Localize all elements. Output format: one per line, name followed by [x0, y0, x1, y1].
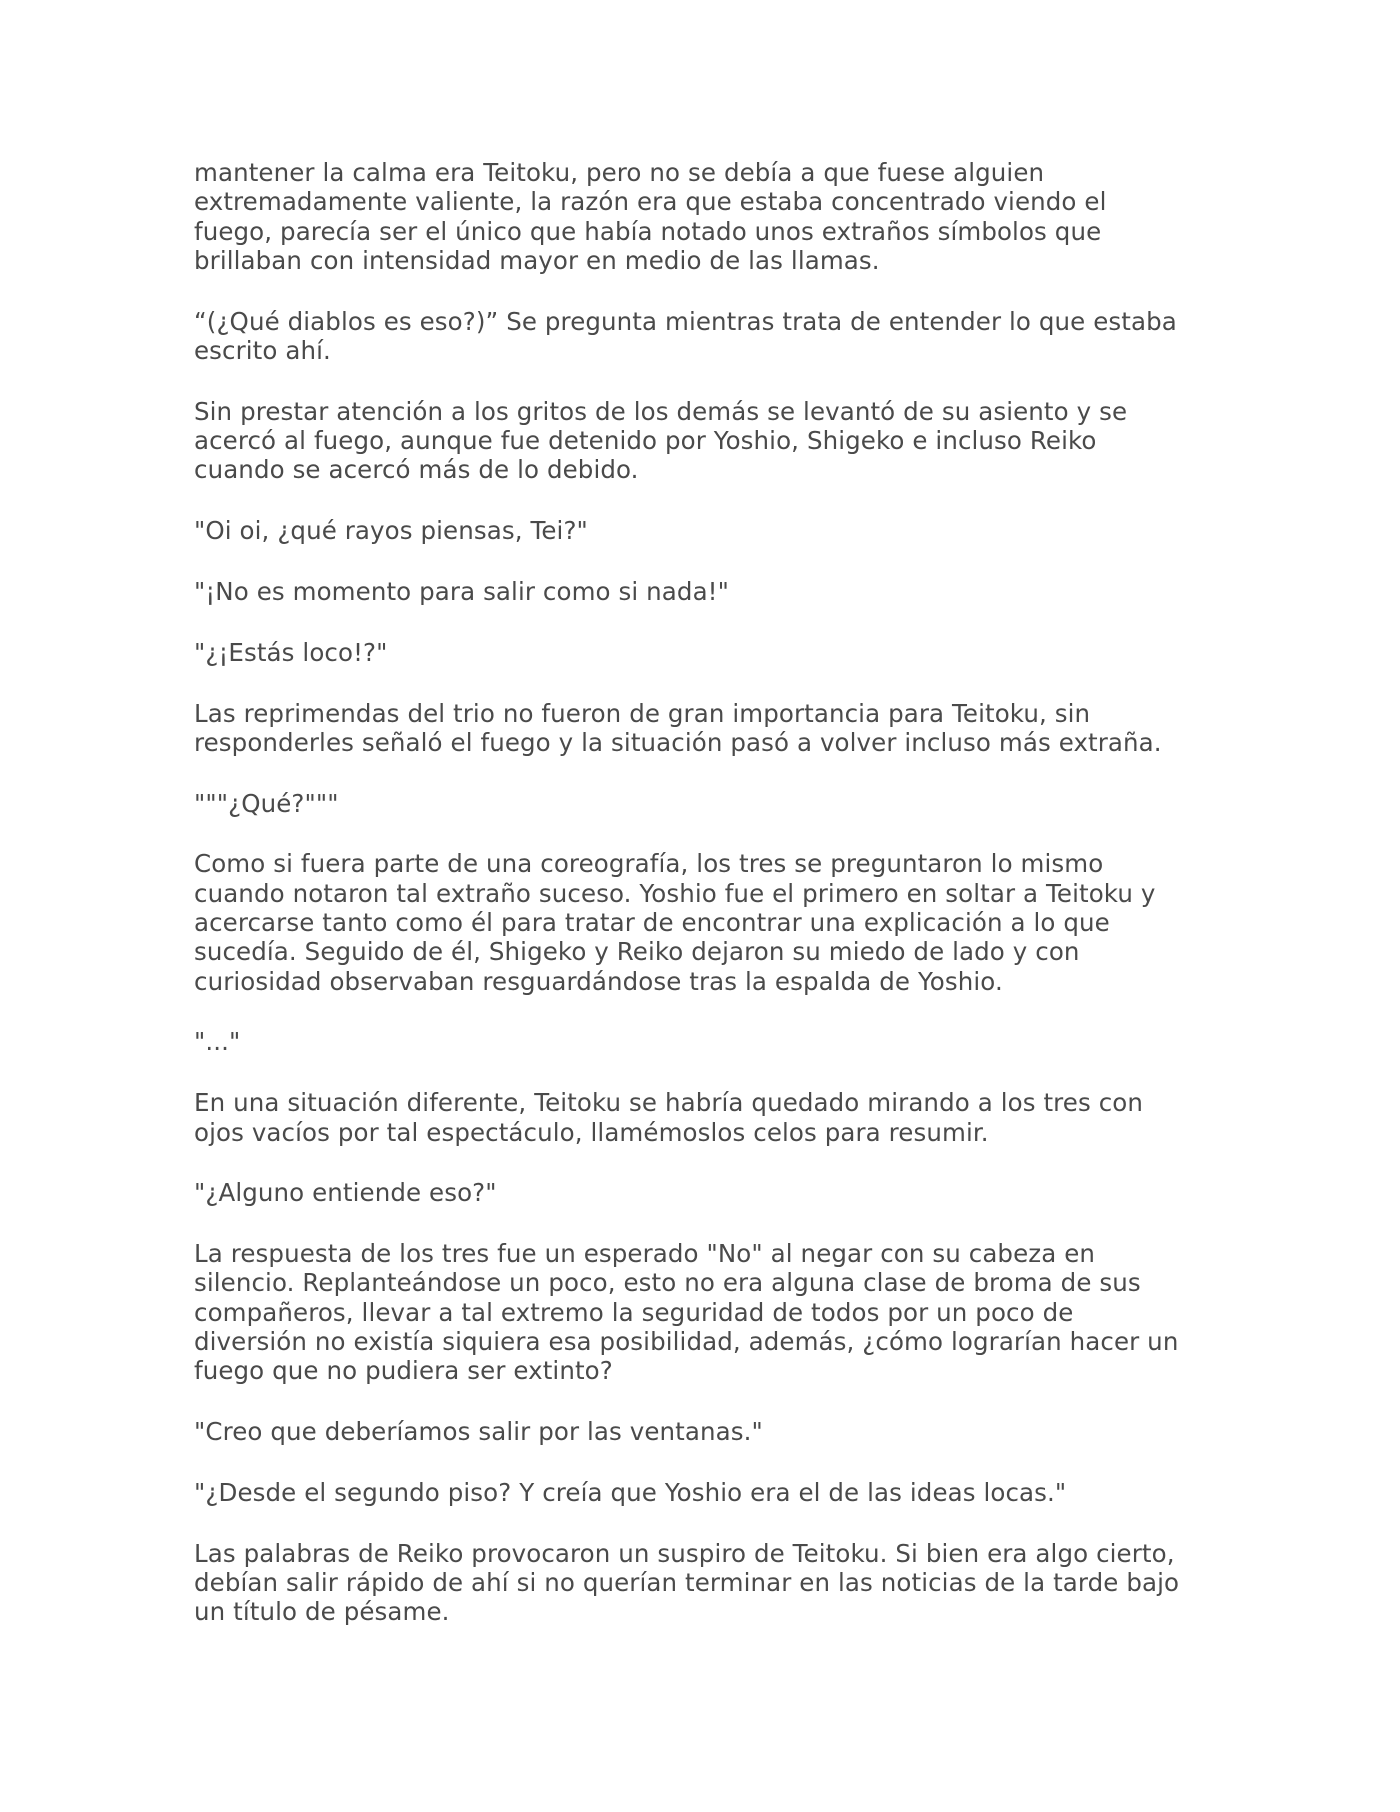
paragraph: En una situación diferente, Teitoku se habría quedado mirando a los tres con ojos vacíos por tal espectáculo, llamémoslos celos para resumir.	[194, 1088, 1143, 1147]
dialogue-line: "Oi oi, ¿qué rayos piensas, Tei?"	[194, 516, 588, 546]
dialogue-line: "¿Alguno entiende eso?"	[194, 1178, 497, 1208]
paragraph: Las palabras de Reiko provocaron un suspiro de Teitoku. Si bien era algo cierto, debían salir rápido de ahí si no querían terminar en las noticias de la tarde bajo un título de pésame.	[194, 1538, 1180, 1627]
paragraph: mantener la calma era Teitoku, pero no se debía a que fuese alguien extremadamente valiente, la razón era que estaba concentrado viendo el fuego, parecía ser el único que había notado unos extraños símbolos que brillaban con intensidad mayor en medio de las llamas.	[194, 158, 1107, 275]
dialogue-line: "¡No es momento para salir como si nada!"	[194, 576, 729, 606]
dialogue-line: "..."	[194, 1027, 241, 1057]
document-page	[194, 158, 1214, 1658]
paragraph: Las reprimendas del trio no fueron de gran importancia para Teitoku, sin responderles señaló el fuego y la situación pasó a volver incluso más extraña.	[194, 698, 1162, 757]
dialogue-line: "¿Desde el segundo piso? Y creía que Yoshio era el de las ideas locas."	[194, 1477, 1067, 1507]
paragraph: La respuesta de los tres fue un esperado "No" al negar con su cabeza en silencio. Replanteándose un poco, esto no era alguna clase de broma de sus compañeros, llevar a tal extremo la seguridad de todos por un poco de diversión no existía siquiera esa posibilidad, además, ¿cómo lograrían hacer un fuego que no pudiera ser extinto?	[194, 1239, 1179, 1386]
paragraph: “(¿Qué diablos es eso?)” Se pregunta mientras trata de entender lo que estaba escrito ahí.	[194, 306, 1177, 365]
dialogue-line: "¿¡Estás loco!?"	[194, 637, 388, 667]
dialogue-line: "Creo que deberíamos salir por las ventanas."	[194, 1417, 763, 1447]
dialogue-line: """¿Qué?"""	[194, 788, 339, 818]
paragraph: Sin prestar atención a los gritos de los demás se levantó de su asiento y se acercó al fuego, aunque fue detenido por Yoshio, Shigeko e incluso Reiko cuando se acercó más de lo debido.	[194, 396, 1128, 485]
paragraph: Como si fuera parte de una coreografía, los tres se preguntaron lo mismo cuando notaron tal extraño suceso. Yoshio fue el primero en soltar a Teitoku y acercarse tanto como él para tratar de encontrar una explicación a lo que sucedía. Seguido de él, Shigeko y Reiko dejaron su miedo de lado y con curiosidad observaban resguardándose tras la espalda de Yoshio.	[194, 849, 1156, 996]
